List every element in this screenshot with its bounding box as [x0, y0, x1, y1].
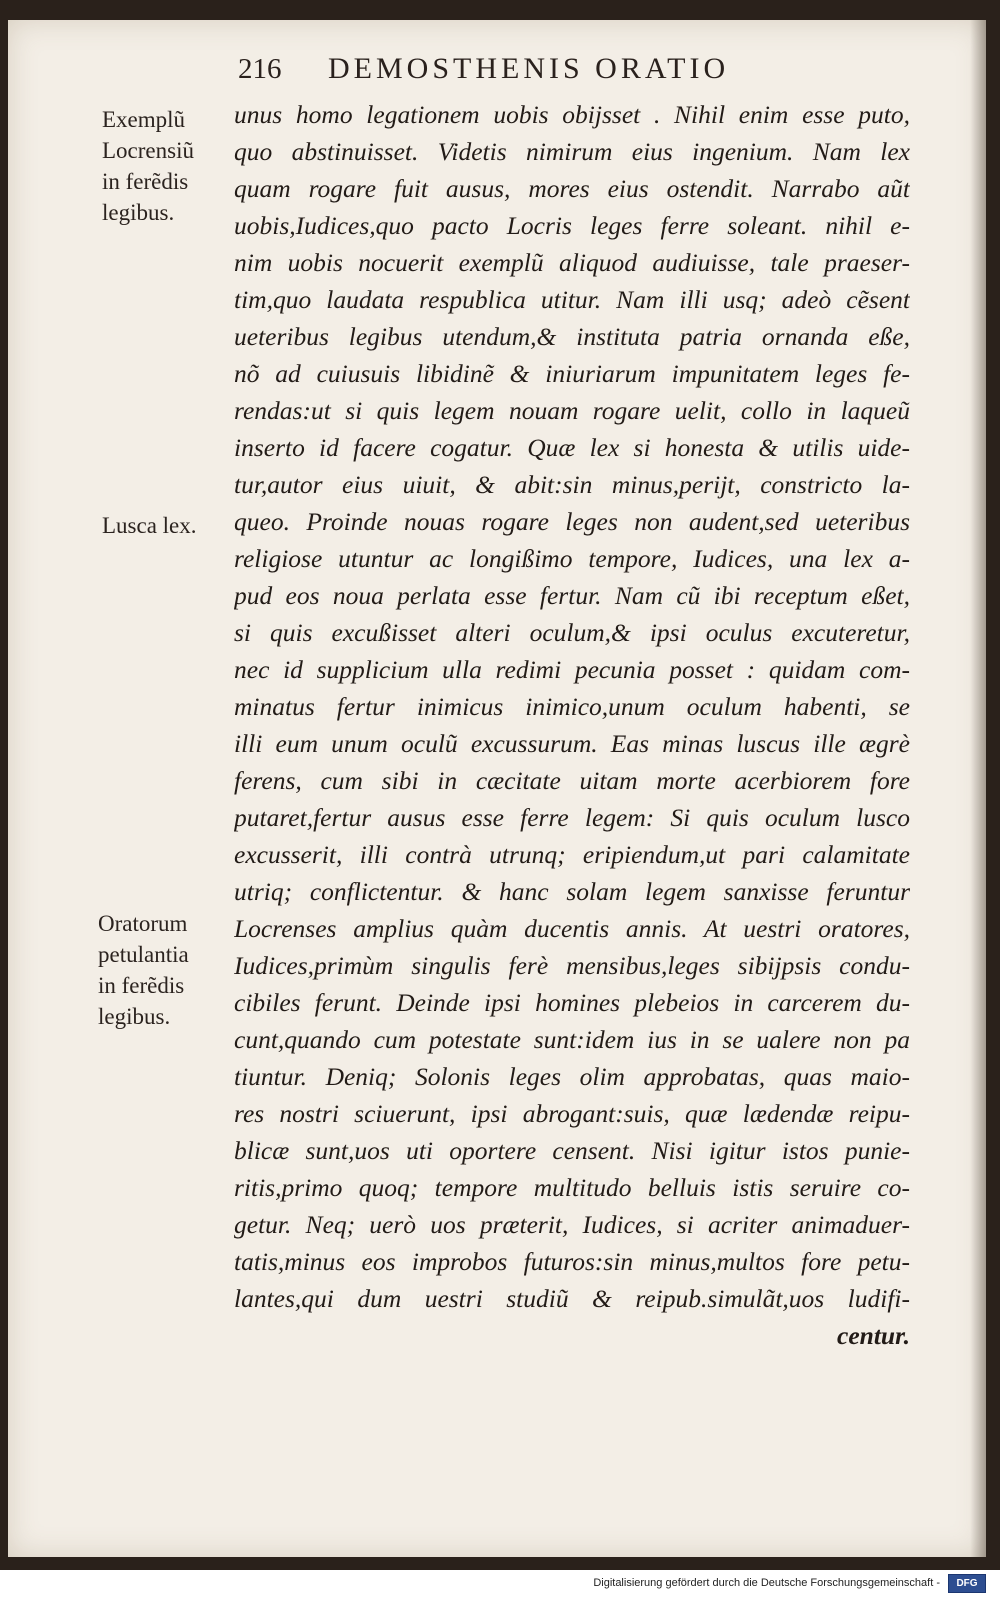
text-line: quo abstinuisset. Videtis nimirum eius ingenium. Nam lex: [234, 137, 910, 166]
text-line: putaret,fertur ausus esse ferre legem: Si quis oculum lusco: [234, 803, 910, 832]
text-line: pud eos noua perlata esse fertur. Nam cũ ibi receptum eßet,: [234, 581, 910, 610]
text-line: res nostri sciuerunt, ipsi abrogant:suis, quæ lædendæ reipu-: [234, 1099, 910, 1128]
text-line: excusserit, illi contrà utrunq; eripiendum,ut pari calamitate: [234, 840, 910, 869]
text-line: minatus fertur inimicus inimico,unum oculum habenti, se: [234, 692, 910, 721]
funding-credit: Digitalisierung gefördert durch die Deutsche Forschungsgemeinschaft -: [593, 1577, 940, 1589]
text-line: nec id supplicium ulla redimi pecunia posset : quidam com-: [234, 655, 910, 684]
text-line: tim,quo laudata respublica utitur. Nam illi usq; adeò cẽsent: [234, 285, 910, 314]
text-line: tur,autor eius uiuit, & abit:sin minus,perijt, constricto la-: [234, 470, 910, 499]
margin-note-line: legibus.: [102, 200, 175, 225]
text-line: ritis,primo quoq; tempore multitudo belluis istis seruire co-: [234, 1173, 910, 1202]
text-line: illi eum unum oculũ excussurum. Eas minas luscus ille ægrè: [234, 729, 910, 758]
running-title: DEMOSTHENIS ORATIO: [328, 52, 730, 85]
text-line: tatis,minus eos improbos futuros:sin minus,multos fore petu-: [234, 1247, 910, 1276]
margin-note-oratorum: [98, 908, 189, 1032]
text-line: cunt,quando cum potestate sunt:idem ius in se ualere non pa: [234, 1025, 910, 1054]
text-line: uobis,Iudices,quo pacto Locris leges ferre soleant. nihil e-: [234, 211, 910, 240]
text-line: unus homo legationem uobis obijsset . Nihil enim esse puto,: [234, 100, 910, 129]
main-text-block: [234, 96, 910, 1354]
text-line: getur. Neq; uerò uos præterit, Iudices, si acriter animaduer-: [234, 1210, 910, 1239]
margin-note-line: Lusca lex.: [102, 513, 197, 538]
text-line: ueteribus legibus utendum,& instituta patria ornanda eße,: [234, 322, 910, 351]
text-line: rendas:ut si quis legem nouam rogare uelit, collo in laqueũ: [234, 396, 910, 425]
text-line: lantes,qui dum uestri studiũ & reipub.simulãt,uos ludifi-: [234, 1284, 910, 1313]
text-line: religiose utuntur ac longißimo tempore, Iudices, una lex a-: [234, 544, 910, 573]
margin-note-line: Locrensiũ: [102, 138, 194, 163]
text-line-final: centur.: [837, 1321, 910, 1350]
margin-note-line: Oratorum: [98, 911, 188, 936]
margin-note-line: in ferẽdis: [102, 169, 189, 194]
margin-note-line: petulantia: [98, 942, 189, 967]
text-line: si quis excußisset alteri oculum,& ipsi oculus excuteretur,: [234, 618, 910, 647]
text-line: blicæ sunt,uos uti oportere censent. Nisi igitur istos punie-: [234, 1136, 910, 1165]
text-line: cibiles ferunt. Deinde ipsi homines plebeios in carcerem du-: [234, 988, 910, 1017]
text-line: queo. Proinde nouas rogare leges non audent,sed ueteribus: [234, 507, 910, 536]
text-line: nim uobis nocuerit exemplũ aliquod audiuisse, tale praeser-: [234, 248, 910, 277]
text-line: quam rogare fuit ausus, mores eius ostendit. Narrabo aũt: [234, 174, 910, 203]
margin-note-lusca-lex: [102, 510, 197, 541]
text-line: Iudices,primùm singulis ferè mensibus,leges sibijpsis condu-: [234, 951, 910, 980]
text-line: nõ ad cuiusuis libidinẽ & iniuriarum impunitatem leges fe-: [234, 359, 910, 388]
text-line: inserto id facere cogatur. Quæ lex si honesta & utilis uide-: [234, 433, 910, 462]
margin-note-line: Exemplũ: [102, 107, 186, 132]
text-line: Locrenses amplius quàm ducentis annis. At uestri oratores,: [234, 914, 910, 943]
text-line: utriq; conflictentur. & hanc solam legem sanxisse feruntur: [234, 877, 910, 906]
margin-note-line: legibus.: [98, 1004, 171, 1029]
page-number: 216: [238, 53, 282, 85]
margin-note-line: in ferẽdis: [98, 973, 185, 998]
dfg-logo-icon: DFG: [948, 1574, 986, 1593]
running-header: [238, 52, 858, 102]
text-line: tiuntur. Deniq; Solonis leges olim approbatas, quas maio-: [234, 1062, 910, 1091]
margin-note-exemplum: [102, 104, 194, 228]
text-line: ferens, cum sibi in cæcitate uitam morte acerbiorem fore: [234, 766, 910, 795]
